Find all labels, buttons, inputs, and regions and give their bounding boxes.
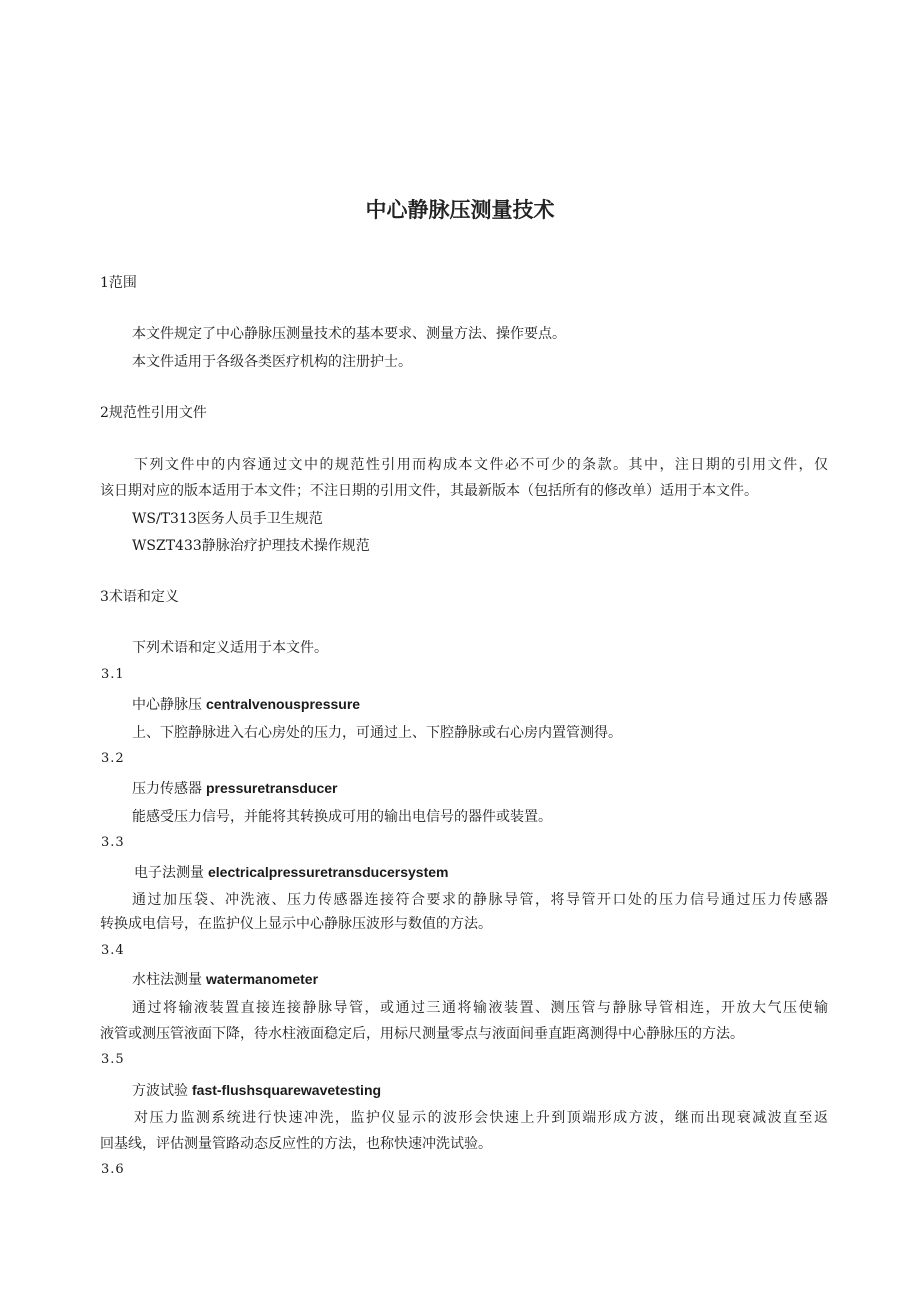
term-zh: 方波试验 (132, 1083, 188, 1099)
term-en: watermanometer (206, 971, 319, 987)
paragraph: 本文件适用于各级各类医疗机构的注册护士。 (132, 354, 412, 370)
term-en: fast-flushsquarewavetesting (192, 1082, 382, 1098)
term-title (132, 969, 318, 989)
term-title (134, 862, 448, 882)
term-definition: 转换成电信号，在监护仪上显示中心静脉压波形与数值的方法。 (100, 916, 492, 932)
term-number: 3.4 (101, 943, 125, 958)
term-en: electricalpressuretransducersystem (208, 864, 449, 880)
term-title (132, 694, 360, 714)
document-title: 中心静脉压测量技术 (365, 198, 555, 222)
term-en: centralvenouspressure (206, 696, 361, 712)
term-definition: 液管或测压管液面下降，待水柱液面稳定后，用标尺测量零点与液面间垂直距离测得中心静脉压的方法。 (100, 1026, 744, 1042)
section-heading-scope: 1范围 (100, 275, 137, 291)
section-heading-normative-references: 2规范性引用文件 (100, 405, 207, 421)
term-definition: 通过加压袋、冲洗液、压力传感器连接符合要求的静脉导管，将导管开口处的压力信号通过压力传感器 (132, 892, 828, 908)
term-zh: 水柱法测量 (132, 972, 202, 988)
section-heading-terms-definitions: 3术语和定义 (100, 589, 179, 605)
term-zh: 中心静脉压 (132, 697, 202, 713)
paragraph: 本文件规定了中心静脉压测量技术的基本要求、测量方法、操作要点。 (132, 326, 566, 342)
paragraph: 该日期对应的版本适用于本文件；不注日期的引用文件，其最新版本（包括所有的修改单）适用于本文件。 (100, 483, 758, 499)
term-en: pressuretransducer (206, 780, 338, 796)
term-definition: 能感受压力信号，并能将其转换成可用的输出电信号的器件或装置。 (132, 809, 552, 825)
term-title (132, 778, 338, 798)
term-definition: 回基线，评估测量管路动态反应性的方法，也称快速冲洗试验。 (100, 1136, 492, 1152)
term-definition: 对压力监测系统进行快速冲洗，监护仪显示的波形会快速上升到顶端形成方波，继而出现衰减波直至返 (134, 1110, 828, 1126)
term-number: 3.1 (101, 667, 125, 682)
paragraph: 下列术语和定义适用于本文件。 (132, 640, 328, 656)
term-zh: 压力传感器 (132, 781, 202, 797)
paragraph: 下列文件中的内容通过文中的规范性引用而构成本文件必不可少的条款。其中，注日期的引用文件，仅 (134, 457, 828, 473)
term-number: 3.6 (101, 1162, 125, 1177)
reference-item: WSZT433静脉治疗护理技术操作规范 (132, 538, 370, 554)
reference-item: WS/T313医务人员手卫生规范 (132, 511, 323, 527)
term-zh: 电子法测量 (134, 865, 204, 881)
term-definition: 通过将输液装置直接连接静脉导管，或通过三通将输液装置、测压管与静脉导管相连，开放大气压使输 (132, 1000, 828, 1016)
term-number: 3.2 (101, 751, 125, 766)
term-definition: 上、下腔静脉进入右心房处的压力，可通过上、下腔静脉或右心房内置管测得。 (132, 725, 622, 741)
term-title (132, 1080, 381, 1100)
term-number: 3.5 (101, 1052, 125, 1067)
term-number: 3.3 (101, 835, 125, 850)
